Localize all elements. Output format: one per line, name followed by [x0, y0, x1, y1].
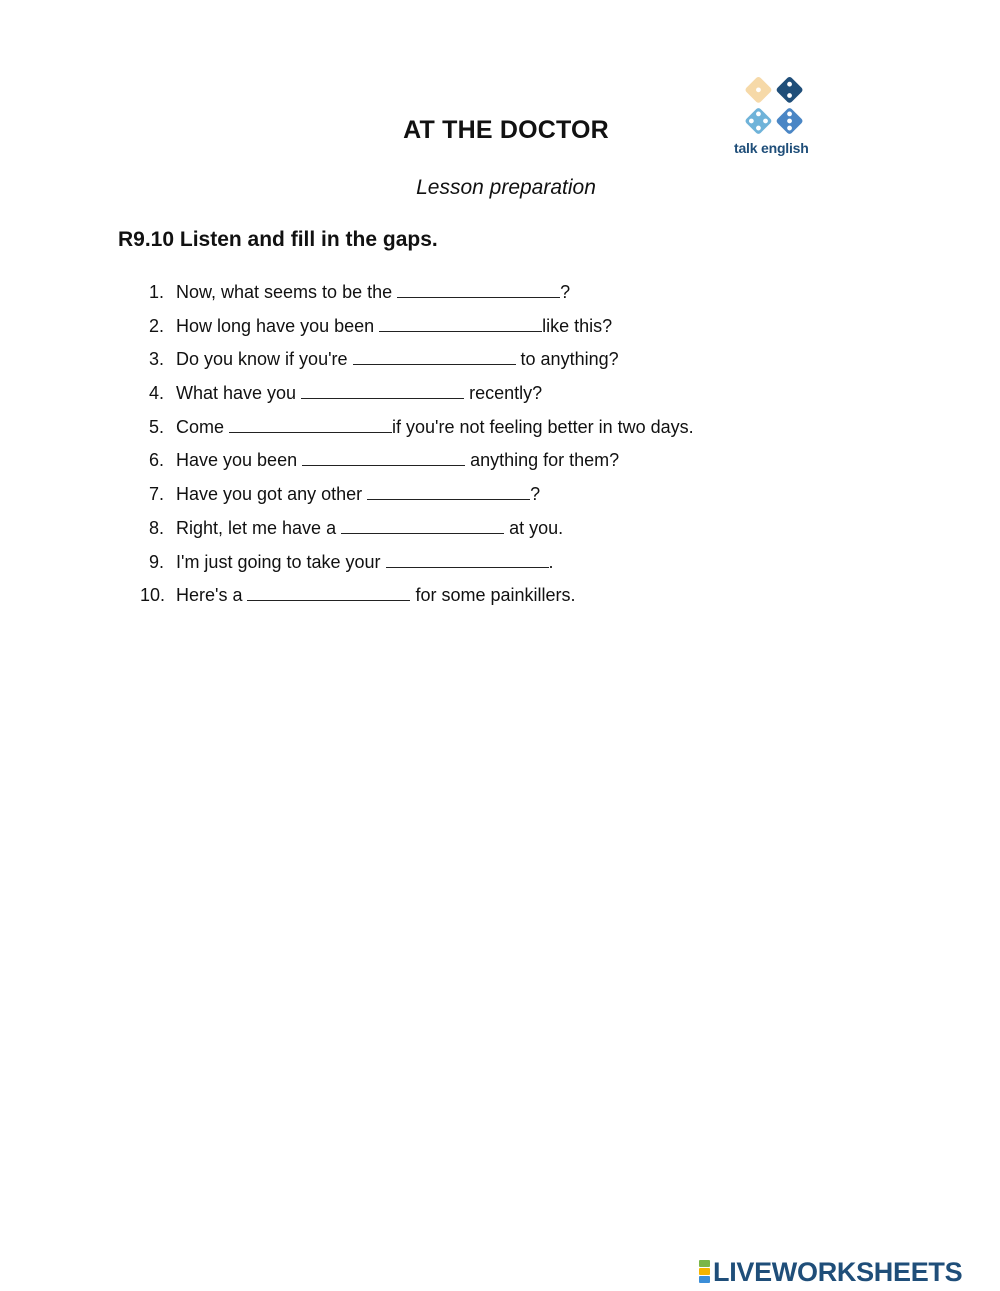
answer-gap[interactable] — [247, 583, 410, 601]
exercise-heading: R9.10 Listen and fill in the gaps. — [118, 228, 438, 251]
item-sentence: Come if you're not feeling better in two days. — [176, 416, 694, 437]
item-sentence: What have you recently? — [176, 383, 543, 404]
item-sentence: Right, let me have a at you. — [176, 517, 564, 538]
answer-gap[interactable] — [302, 448, 465, 466]
page-subtitle: Lesson preparation — [416, 176, 596, 199]
item-number: 9. — [148, 551, 164, 572]
logo-text: talk english — [734, 140, 809, 156]
item-sentence: Do you know if you're to anything? — [176, 349, 619, 370]
liveworksheets-logo — [699, 1258, 962, 1286]
answer-gap[interactable] — [301, 381, 464, 399]
item-sentence: How long have you been like this? — [176, 315, 613, 336]
item-number: 7. — [148, 484, 164, 505]
answer-gap[interactable] — [397, 280, 560, 298]
dice-logo-icon — [732, 70, 816, 142]
item-number: 6. — [148, 450, 164, 471]
item-sentence: Here's a for some painkillers. — [176, 585, 576, 606]
item-number: 4. — [148, 383, 164, 404]
footer-brand: LIVEWORKSHEETS — [713, 1257, 963, 1287]
item-number: 3. — [148, 349, 164, 370]
item-number: 8. — [148, 517, 164, 538]
answer-gap[interactable] — [341, 516, 504, 534]
live-blocks-icon — [699, 1260, 710, 1285]
item-sentence: Now, what seems to be the ? — [176, 282, 571, 302]
item-number: 2. — [148, 315, 164, 336]
answer-gap[interactable] — [367, 482, 530, 500]
item-number: 10. — [140, 585, 166, 606]
answer-gap[interactable] — [379, 314, 542, 332]
item-sentence: Have you got any other ? — [176, 484, 541, 505]
answer-gap[interactable] — [386, 550, 549, 568]
item-number: 1. — [148, 282, 164, 302]
talk-english-logo — [728, 70, 820, 162]
item-number: 5. — [148, 416, 164, 437]
item-sentence: Have you been anything for them? — [176, 450, 620, 471]
answer-gap[interactable] — [353, 347, 516, 365]
item-sentence: I'm just going to take your . — [176, 551, 554, 572]
page-title: AT THE DOCTOR — [403, 116, 609, 144]
answer-gap[interactable] — [229, 415, 392, 433]
